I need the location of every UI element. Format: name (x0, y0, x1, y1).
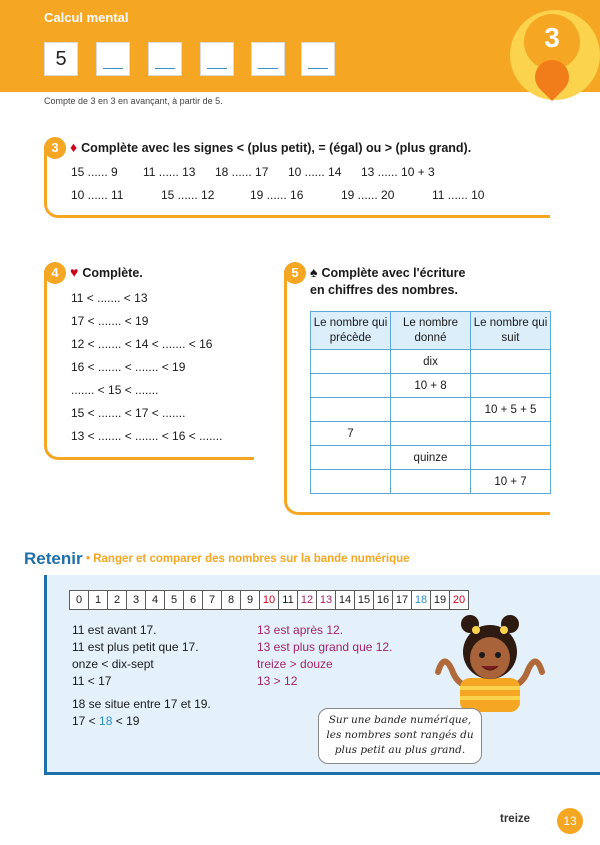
spade-icon: ♠ (310, 264, 318, 280)
comparison-item[interactable]: 10 ...... 14 (288, 165, 342, 179)
band-cell: 9 (240, 590, 260, 610)
rule-text: treize > douze (257, 657, 333, 671)
table-cell[interactable] (391, 398, 471, 422)
table-cell[interactable] (311, 398, 391, 422)
page-number-word: treize (500, 813, 531, 825)
band-cell: 13 (316, 590, 336, 610)
band-cell: 17 (392, 590, 412, 610)
rule-text: onze < dix-sept (72, 657, 154, 671)
exercise-3-title: ♦ Complète avec les signes < (plus petit), = (égal) ou > (plus grand). (70, 139, 472, 155)
table-cell: quinze (391, 446, 471, 470)
rule-text: 18 se situe entre 17 et 19. (72, 697, 211, 711)
table-cell[interactable] (471, 374, 551, 398)
band-cell: 15 (354, 590, 374, 610)
heart-icon: ♥ (70, 264, 79, 280)
band-cell: 0 (69, 590, 89, 610)
comparison-item[interactable]: 10 ...... 11 (71, 188, 124, 202)
retenir-title: Retenir (24, 549, 83, 568)
band-cell: 12 (297, 590, 317, 610)
table-cell[interactable] (391, 422, 471, 446)
table-cell[interactable] (471, 350, 551, 374)
comparison-item[interactable]: 11 ...... 13 (143, 165, 196, 179)
comparison-item[interactable]: 11 ...... 10 (432, 188, 485, 202)
mental-math-box[interactable] (148, 42, 182, 76)
comparison-item[interactable]: 15 ...... 12 (161, 188, 215, 202)
mental-math-box[interactable] (200, 42, 234, 76)
exercise-3-number: 3 (44, 137, 66, 159)
framing-item[interactable]: 11 < ....... < 13 (71, 291, 148, 305)
mental-math-box[interactable] (301, 42, 335, 76)
rule-text: 11 < 17 (72, 674, 112, 688)
table-cell: 10 + 7 (471, 470, 551, 494)
framing-item[interactable]: 13 < ....... < ....... < 16 < ....... (71, 429, 223, 443)
mental-math-box[interactable] (96, 42, 130, 76)
band-cell: 1 (88, 590, 108, 610)
diamond-icon: ♦ (70, 139, 78, 155)
table-row (311, 398, 551, 422)
band-cell: 7 (202, 590, 222, 610)
rule-text: 17 < 18 < 19 (72, 714, 140, 728)
rule-text: 11 est plus petit que 17. (72, 640, 199, 654)
table-header-cell: Le nombre qui précède (311, 312, 391, 350)
comparison-item[interactable]: 18 ...... 17 (215, 165, 269, 179)
table-row (311, 374, 551, 398)
exercise-4-number: 4 (44, 262, 66, 284)
framing-item[interactable]: 17 < ....... < 19 (71, 314, 149, 328)
table-cell: 10 + 5 + 5 (471, 398, 551, 422)
framing-item[interactable]: 15 < ....... < 17 < ....... (71, 406, 186, 420)
band-cell: 16 (373, 590, 393, 610)
retenir-subtitle: • Ranger et comparer des nombres sur la bande numérique (86, 553, 410, 565)
table-row (311, 446, 551, 470)
table-cell[interactable] (311, 350, 391, 374)
rule-text: 11 est avant 17. (72, 623, 157, 637)
exercise-4-title: ♥ Complète. (70, 264, 143, 280)
band-cell: 5 (164, 590, 184, 610)
mental-math-box[interactable]: 5 (44, 42, 78, 76)
exercise-5-title: ♠ Complète avec l'écriture en chiffres des nombres. (310, 264, 466, 297)
framing-item[interactable]: ....... < 15 < ....... (71, 383, 159, 397)
mental-math-box[interactable] (251, 42, 285, 76)
comparison-item[interactable]: 19 ...... 20 (341, 188, 395, 202)
band-cell: 20 (449, 590, 469, 610)
numbers-table (310, 311, 551, 494)
table-row (311, 350, 551, 374)
band-cell: 10 (259, 590, 279, 610)
band-cell: 18 (411, 590, 431, 610)
comparison-item[interactable]: 19 ...... 16 (250, 188, 304, 202)
mental-math-caption: Compte de 3 en 3 en avançant, à partir de 5. (44, 96, 223, 106)
table-cell[interactable] (471, 446, 551, 470)
rule-text: 13 > 12 (257, 674, 298, 688)
framing-item[interactable]: 16 < ....... < ....... < 19 (71, 360, 186, 374)
band-cell: 19 (430, 590, 450, 610)
chapter-number: 3 (544, 22, 560, 53)
comparison-item[interactable]: 15 ...... 9 (71, 165, 118, 179)
band-cell: 3 (126, 590, 146, 610)
table-cell: dix (391, 350, 471, 374)
table-header-row (311, 312, 551, 350)
band-cell: 6 (183, 590, 203, 610)
table-cell: 7 (311, 422, 391, 446)
rule-text: 13 est après 12. (257, 623, 344, 637)
band-cell: 11 (278, 590, 298, 610)
framing-item[interactable]: 12 < ....... < 14 < ....... < 16 (71, 337, 213, 351)
rule-text: 13 est plus grand que 12. (257, 640, 393, 654)
table-cell[interactable] (311, 470, 391, 494)
speech-bubble: Sur une bande numérique, les nombres sont rangés du plus petit au plus grand. (318, 708, 482, 764)
table-cell: 10 + 8 (391, 374, 471, 398)
band-cell: 2 (107, 590, 127, 610)
table-cell[interactable] (311, 374, 391, 398)
exercise-5-number: 5 (284, 262, 306, 284)
table-cell[interactable] (391, 470, 471, 494)
page-number-badge: 13 (557, 808, 583, 834)
table-cell[interactable] (471, 422, 551, 446)
comparison-item[interactable]: 13 ...... 10 + 3 (361, 165, 435, 179)
table-row (311, 422, 551, 446)
table-cell[interactable] (311, 446, 391, 470)
table-header-cell: Le nombre qui suit (471, 312, 551, 350)
table-header-cell: Le nombre donné (391, 312, 471, 350)
mental-math-title: Calcul mental (44, 10, 129, 25)
number-line-band (70, 590, 469, 610)
band-cell: 8 (221, 590, 241, 610)
table-row (311, 470, 551, 494)
band-cell: 4 (145, 590, 165, 610)
band-cell: 14 (335, 590, 355, 610)
girl-illustration (430, 612, 550, 712)
